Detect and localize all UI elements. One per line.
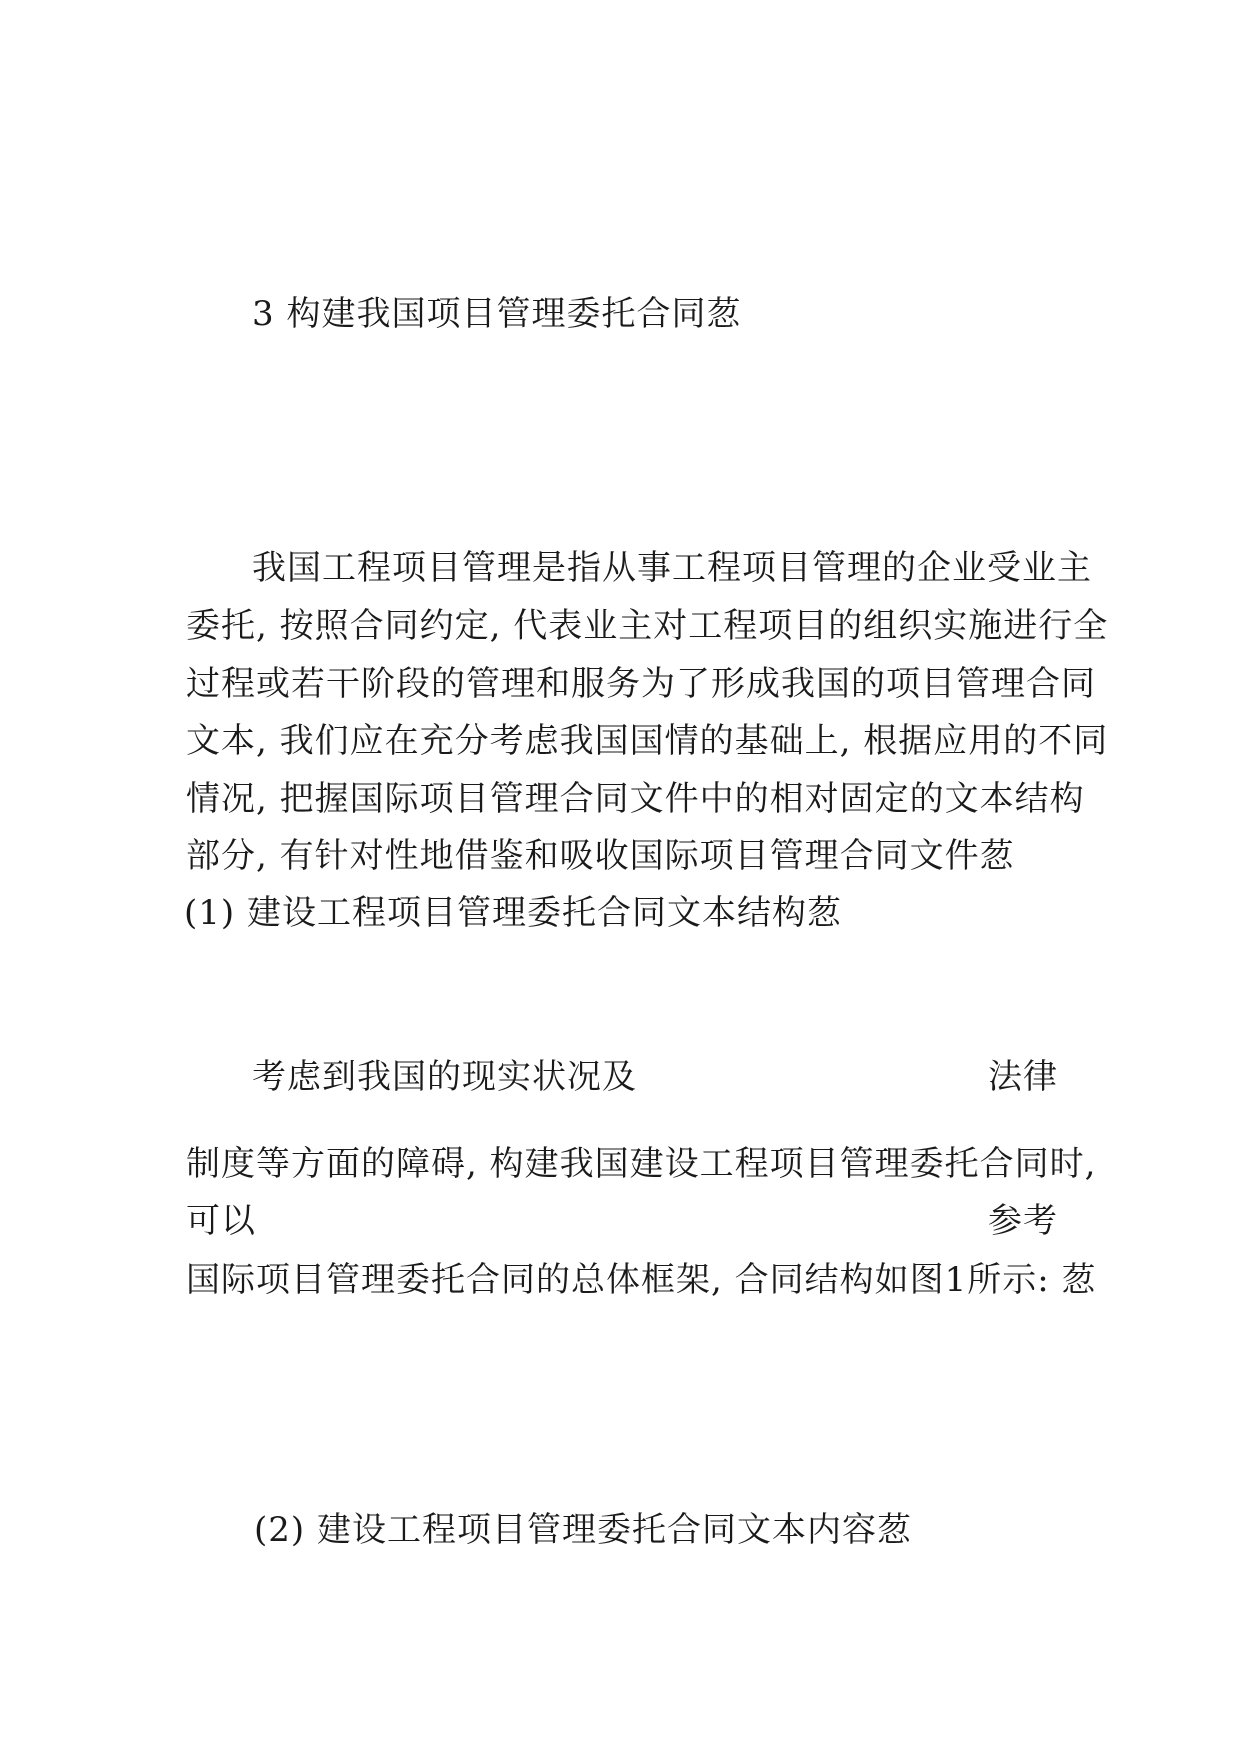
section-heading: 3 构建我国项目管理委托合同䓤: [252, 294, 742, 334]
paragraph-line: 过程或若干阶段的管理和服务为了形成我国的项目管理合同: [186, 664, 1096, 704]
paragraph-line: [186, 1201, 1058, 1241]
subsection-heading: (2) 建设工程项目管理委托合同文本内容䓤: [254, 1510, 912, 1550]
paragraph-line: 委托, 按照合同约定, 代表业主对工程项目的组织实施进行全: [186, 606, 1109, 646]
paragraph-text: 法律: [988, 1057, 1058, 1097]
paragraph-line: 文本, 我们应在充分考虑我国国情的基础上, 根据应用的不同: [186, 721, 1109, 761]
paragraph-line: 制度等方面的障碍, 构建我国建设工程项目管理委托合同时,: [186, 1144, 1097, 1184]
paragraph-text: 考虑到我国的现实状况及: [252, 1057, 637, 1097]
paragraph-line: 国际项目管理委托合同的总体框架, 合同结构如图1所示: 䓤: [186, 1260, 1097, 1300]
paragraph-line: 情况, 把握国际项目管理合同文件中的相对固定的文本结构: [186, 779, 1085, 819]
paragraph-line: 部分, 有针对性地借鉴和吸收国际项目管理合同文件䓤: [186, 836, 1015, 876]
paragraph-text: 可以: [186, 1201, 256, 1241]
paragraph-line: 我国工程项目管理是指从事工程项目管理的企业受业主: [252, 548, 1092, 588]
subsection-heading: (1) 建设工程项目管理委托合同文本结构䓤: [184, 893, 842, 933]
paragraph-line: [186, 1057, 1058, 1097]
paragraph-text: 参考: [988, 1201, 1058, 1241]
